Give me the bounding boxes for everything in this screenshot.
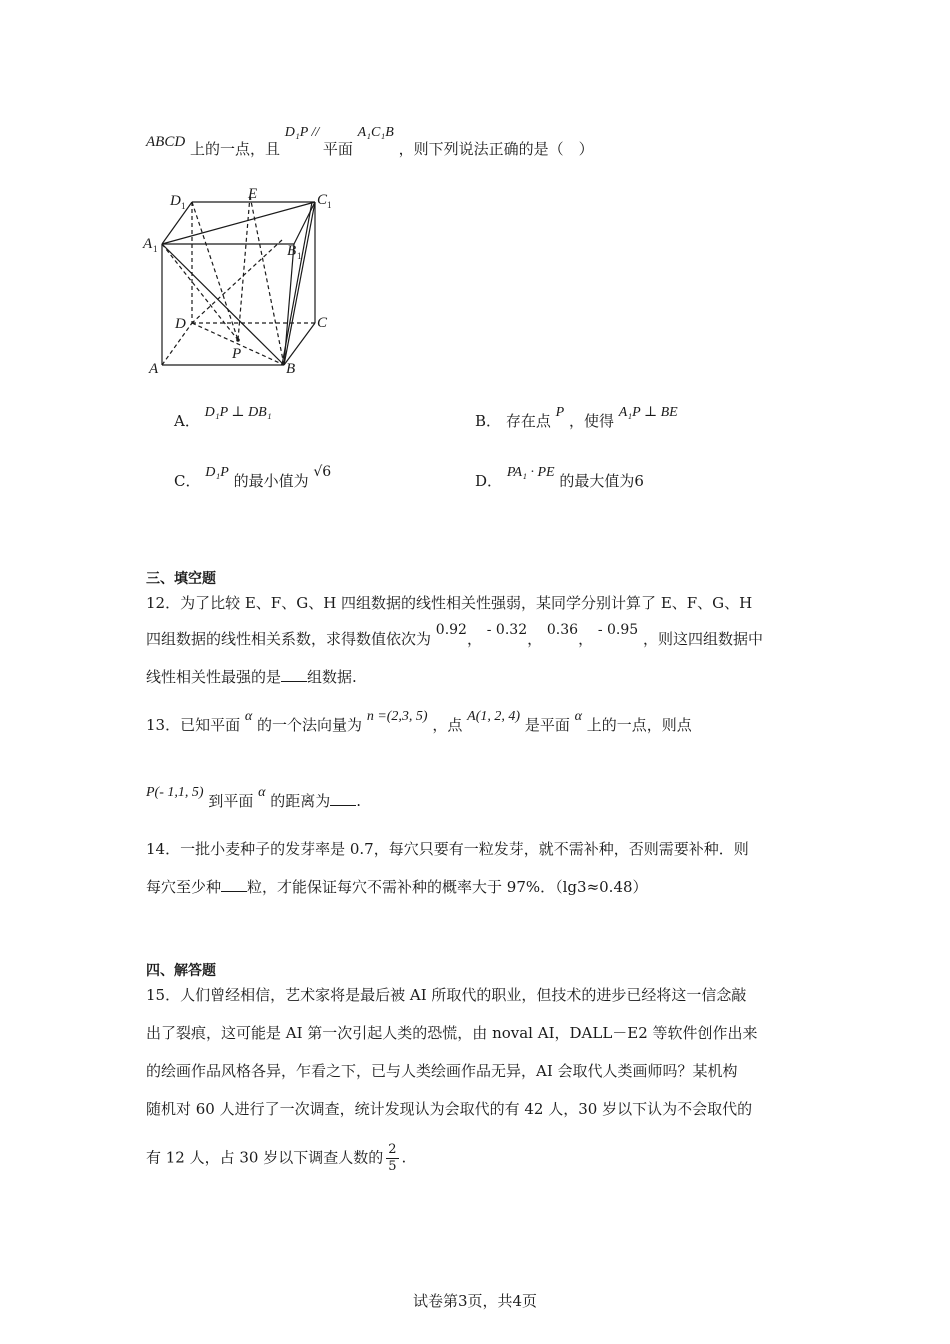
option-b-expr: A₁P ⊥ BE [618, 405, 678, 420]
q13-line-1 [146, 709, 692, 735]
label-c1-sub: 1 [327, 200, 332, 210]
option-b-point: P [555, 405, 565, 420]
q11-plane-a1c1b: A₁C₁B [357, 125, 394, 140]
q13-point-a: A(1, 2, 4) [467, 709, 521, 724]
q12-value-1: 0.92 [435, 622, 467, 638]
option-b[interactable] [475, 405, 678, 431]
q15-fraction [386, 1142, 398, 1175]
section-3-title: 三、填空题 [146, 571, 216, 587]
edge-d1-p [192, 202, 238, 340]
q13-point-p: P(- 1,1, 5) [146, 785, 204, 800]
label-b1: B [287, 243, 297, 259]
edge-e-p [238, 196, 250, 340]
option-b-text-1: 存在点 [505, 412, 551, 430]
q14-text-b: 粒，才能保证每穴不需补种的概率大于 97%．（lg3≈0.48） [247, 878, 648, 896]
q12-answer-blank[interactable] [281, 667, 307, 682]
q11-stem [146, 125, 594, 158]
q13-text-a: 13．已知平面 [146, 716, 241, 734]
edge-a1-b [162, 244, 284, 365]
option-b-text-2: ，使得 [568, 412, 614, 430]
q11-stem-text-2: 平面 [322, 140, 353, 158]
q13-text-d: 是平面 [524, 716, 570, 734]
label-a1-sub: 1 [153, 244, 158, 254]
page-footer: 试卷第3页，共4页 [412, 1292, 538, 1310]
q13-text-c: ，点 [432, 716, 463, 734]
section-4-title: 四、解答题 [146, 963, 216, 979]
q15-end: . [401, 1148, 407, 1167]
q14-text-a: 每穴至少种 [146, 878, 222, 896]
option-c[interactable] [174, 464, 332, 491]
q12-line-3 [146, 666, 357, 687]
q13-text-e: 上的一点，则点 [586, 716, 692, 734]
q13-text-b: 的一个法向量为 [257, 716, 363, 734]
q15-line-3: 的绘画作品风格各异，乍看之下，已与人类绘画作品无异，AI 会取代人类画师吗？某机构 [146, 1062, 738, 1080]
q13-text-g: 的距离为 [270, 792, 331, 810]
label-d: D [175, 316, 186, 332]
label-b1-sub: 1 [297, 251, 302, 261]
label-d1-sub: 1 [181, 201, 186, 211]
q12-value-4: - 0.95 [597, 622, 639, 638]
option-c-expr: D₁P [205, 465, 229, 480]
q13-line-2 [146, 785, 362, 811]
q15-fraction-numerator: 2 [388, 1142, 397, 1157]
point-p [236, 338, 240, 342]
q13-alpha-3: α [258, 785, 266, 800]
option-d-expr: PA₁ · PE [506, 465, 555, 480]
q13-alpha-2: α [574, 709, 582, 724]
option-c-value: √6 [313, 464, 332, 480]
label-a: A [149, 361, 159, 377]
q12-text-d: 组数据. [307, 668, 357, 686]
label-b: B [286, 361, 296, 377]
q13-text-f: 到平面 [208, 792, 254, 810]
option-b-label: B． [475, 412, 502, 430]
q15-text-a: 有 12 人，占 30 岁以下调查人数的 [146, 1148, 384, 1167]
label-a1: A [143, 236, 153, 252]
option-c-text: 的最小值为 [233, 472, 309, 490]
q12-text-b: ，则这四组数据中 [642, 630, 763, 648]
q14-answer-blank[interactable] [221, 877, 247, 892]
label-c1: C [317, 192, 328, 208]
q14-line-1: 14．一批小麦种子的发芽率是 0.7，每穴只要有一粒发芽，就不需补种，否则需要补种．则 [146, 840, 749, 858]
label-c: C [317, 315, 328, 331]
q15-line-2: 出了裂痕，这可能是 AI 第一次引起人类的恐慌，由 noval AI，DALL－E2 等软件创作出来 [146, 1024, 758, 1042]
label-p: P [232, 346, 242, 362]
q11-d1p-parallel: D₁P // [284, 125, 323, 140]
edge-c1-b [284, 202, 315, 365]
option-c-label: C． [174, 472, 201, 490]
edge-e-d [192, 240, 282, 323]
option-d-text: 的最大值为6 [559, 472, 644, 490]
option-a-label: A． [174, 412, 200, 430]
option-d-label: D． [475, 472, 503, 490]
option-d[interactable] [475, 465, 644, 491]
q15-line-1: 15．人们曾经相信，艺术家将是最后被 AI 所取代的职业，但技术的进步已经将这一信念敲 [146, 986, 747, 1004]
q12-value-2: - 0.32 [486, 622, 528, 638]
option-a-expr: D₁P ⊥ DB₁ [204, 405, 272, 420]
edge-c1-b-2 [282, 202, 312, 365]
q15-line-4: 随机对 60 人进行了一次调查，统计发现认为会取代的有 42 人，30 岁以下认为不会取代的 [146, 1100, 753, 1118]
q12-text-c: 线性相关性最强的是 [146, 668, 282, 686]
q12-line-2: 四组数据的线性相关系数，求得数值依次为 0.92， - 0.32， 0.36， - 0.95 ，则这四组数据中 [146, 622, 763, 648]
option-a[interactable] [174, 405, 272, 431]
q13-alpha-1: α [244, 709, 253, 724]
edge-b1-c1 [294, 202, 315, 244]
q14-line-2 [146, 876, 648, 897]
q12-text-a: 四组数据的线性相关系数，求得数值依次为 [146, 630, 432, 648]
q11-stem-text-3: ，则下列说法正确的是（ ） [398, 140, 594, 158]
q12-line-1: 12．为了比较 E、F、G、H 四组数据的线性相关性强弱，某同学分别计算了 E、F、G、H [146, 594, 753, 612]
edge-a1-p [162, 244, 238, 340]
label-d1: D [170, 193, 181, 209]
q13-end: . [356, 792, 362, 810]
cube-figure [140, 180, 340, 380]
label-e: E [248, 186, 258, 202]
q12-value-3: 0.36 [546, 622, 579, 638]
q15-line-5 [146, 1142, 406, 1175]
q13-answer-blank[interactable] [330, 791, 356, 806]
q11-plane-abcd: ABCD [146, 134, 186, 150]
edge-e-b [250, 196, 284, 365]
q11-stem-text-1: 上的一点，且 [189, 140, 280, 158]
q15-fraction-denominator: 5 [388, 1159, 397, 1174]
q13-normal-vector: n =(2,3, 5) [366, 709, 428, 724]
